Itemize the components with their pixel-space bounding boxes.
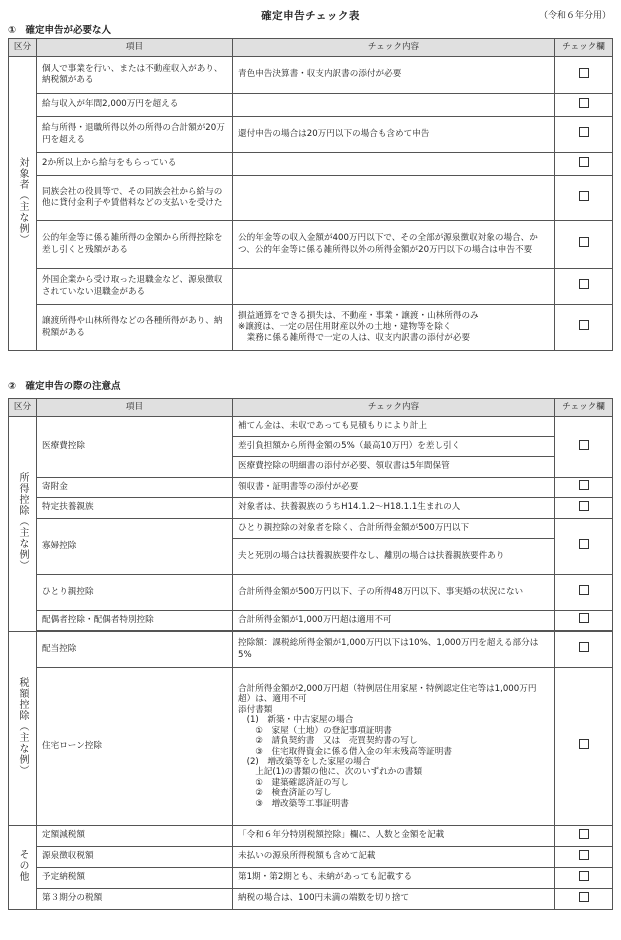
content-cell: 医療費控除の明細書の添付が必要、領収書は5年間保管 [233, 457, 555, 478]
check-cell[interactable] [555, 176, 613, 221]
item-cell: 個人で事業を行い、または不動産収入があり、納税額がある [37, 57, 233, 94]
checkbox[interactable] [579, 871, 589, 881]
checkbox[interactable] [579, 68, 589, 78]
check-cell[interactable] [555, 519, 613, 575]
content-cell: 合計所得金額が1,000万円超は適用不可 [233, 611, 555, 631]
col-content: チェック内容 [233, 39, 555, 57]
item-cell: 譲渡所得や山林所得などの各種所得があり、納税額がある [37, 305, 233, 351]
checkbox[interactable] [579, 501, 589, 511]
table-row [9, 57, 613, 94]
check-cell[interactable] [555, 305, 613, 351]
item-cell: 外国企業から受け取った退職金など、源泉徴収されていない退職金がある [37, 269, 233, 305]
section2-heading: ② 確定申告の際の注意点 [8, 381, 121, 392]
content-cell: 「令和６年分特別税額控除」欄に、人数と金額を記載 [233, 826, 555, 847]
col-check: チェック欄 [555, 39, 613, 57]
table-row [9, 478, 613, 498]
check-cell[interactable] [555, 221, 613, 269]
item-cell: 源泉徴収税額 [37, 847, 233, 868]
content-cell: 合計所得金額が500万円以下、子の所得48万円以下、事実婚の状況にない [233, 575, 555, 611]
table-row [9, 575, 613, 611]
check-cell[interactable] [555, 611, 613, 631]
deduction-category-label: 所得控除（主な例） [17, 472, 28, 572]
section1-heading: ① 確定申告が必要な人 [8, 25, 112, 36]
item-cell: 寡婦控除 [37, 519, 233, 575]
content-cell: 未払いの源泉所得税額も含めて記載 [233, 847, 555, 868]
category-cell [9, 632, 37, 826]
content-cell [233, 94, 555, 117]
page-title: 確定申告チェック表 [261, 10, 360, 22]
item-cell: 寄附金 [37, 478, 233, 498]
content-cell: 補てん金は、未収であっても見積もりにより計上 [233, 417, 555, 437]
checkbox[interactable] [579, 98, 589, 108]
checkbox[interactable] [579, 480, 589, 490]
content-cell: 合計所得金額が2,000万円超（特例居住用家屋・特例認定住宅等は1,000万円超）は、適用不可 添付書類 (1) 新築・中古家屋の場合 ① 家屋（土地）の登記事項証明書 ② 請負契約書 又は 売買契約書の写し ③ 住宅取得資金に係る借入金の年末残高等証明書 (2) 増改築等をした家屋の場合 上記(1)の書類の他に、次のいずれかの書類 ① 建築確認済証の写し ② 検査済証の写し ③ 増改築等工事証明書 [233, 668, 555, 826]
content-cell: 領収書・証明書等の添付が必要 [233, 478, 555, 498]
check-cell[interactable] [555, 117, 613, 153]
checkbox[interactable] [579, 892, 589, 902]
section1-table [8, 38, 613, 351]
item-cell: 給与所得・退職所得以外の所得の合計額が20万円を超える [37, 117, 233, 153]
category-cell [9, 57, 37, 351]
table-row [9, 611, 613, 631]
content-cell: 控除額：課税総所得金額が1,000万円以下は10%、1,000万円を超える部分は5% [233, 632, 555, 668]
table-row [9, 847, 613, 868]
check-cell[interactable] [555, 868, 613, 889]
check-cell[interactable] [555, 478, 613, 498]
item-cell: 同族会社の役員等で、その同族会社から給与の他に貸付金利子や賃借料などの支払いを受けた [37, 176, 233, 221]
content-cell: 公的年金等の収入金額が400万円以下で、その全部が源泉徴収対象の場合、かつ、公的年金等に係る雑所得以外の所得金額が20万円以下の場合は申告不要 [233, 221, 555, 269]
section1-header-row [9, 39, 613, 57]
content-cell: 青色申告決算書・収支内訳書の添付が必要 [233, 57, 555, 94]
section2-table [8, 398, 613, 910]
item-cell: 住宅ローン控除 [37, 668, 233, 826]
col-category: 区分 [9, 399, 37, 417]
item-cell: 2か所以上から給与をもらっている [37, 153, 233, 176]
year-label: （令和６年分用） [538, 11, 611, 21]
checkbox[interactable] [579, 539, 589, 549]
table-row [9, 305, 613, 351]
col-item: 項目 [37, 399, 233, 417]
content-cell: ひとり親控除の対象者を除く、合計所得金額が500万円以下 [233, 519, 555, 539]
col-item: 項目 [37, 39, 233, 57]
checkbox[interactable] [579, 585, 589, 595]
table-row [9, 417, 613, 437]
item-cell: 公的年金等に係る雑所得の金額から所得控除を差し引くと残額がある [37, 221, 233, 269]
category-cell [9, 417, 37, 632]
col-check: チェック欄 [555, 399, 613, 417]
table-row [9, 176, 613, 221]
item-cell: 第３期分の税額 [37, 889, 233, 910]
item-cell: 特定扶養親族 [37, 498, 233, 519]
table-row [9, 498, 613, 519]
section2-header-row [9, 399, 613, 417]
table-row [9, 94, 613, 117]
checkbox[interactable] [579, 320, 589, 330]
table-row [9, 826, 613, 847]
content-cell: 納税の場合は、100円未満の端数を切り捨て [233, 889, 555, 910]
checkbox[interactable] [579, 157, 589, 167]
checkbox[interactable] [579, 191, 589, 201]
checkbox[interactable] [579, 440, 589, 450]
table-row [9, 889, 613, 910]
item-cell: 配偶者控除・配偶者特別控除 [37, 611, 233, 631]
table-row [9, 153, 613, 176]
category-cell [9, 826, 37, 910]
checkbox[interactable] [579, 279, 589, 289]
item-cell: 医療費控除 [37, 417, 233, 478]
check-cell[interactable] [555, 269, 613, 305]
content-cell: 第1期・第2期とも、未納があっても記載する [233, 868, 555, 889]
check-cell[interactable] [555, 632, 613, 668]
content-cell [233, 153, 555, 176]
checkbox[interactable] [579, 642, 589, 652]
check-cell[interactable] [555, 498, 613, 519]
content-cell [233, 176, 555, 221]
col-category: 区分 [9, 39, 37, 57]
checkbox[interactable] [579, 127, 589, 137]
table-row [9, 269, 613, 305]
table-row [9, 668, 613, 826]
check-cell[interactable] [555, 57, 613, 94]
table-row [9, 519, 613, 539]
check-cell[interactable] [555, 826, 613, 847]
checkbox[interactable] [579, 829, 589, 839]
other-category-label: その他 [17, 848, 28, 882]
content-cell: 夫と死別の場合は扶養親族要件なし、離別の場合は扶養親族要件あり [233, 539, 555, 575]
category-label: 対象者（主な例） [17, 157, 28, 246]
item-cell: 配当控除 [37, 632, 233, 668]
item-cell: 給与収入が年間2,000万円を超える [37, 94, 233, 117]
table-row [9, 868, 613, 889]
check-cell[interactable] [555, 153, 613, 176]
table-row [9, 632, 613, 668]
checkbox[interactable] [579, 739, 589, 749]
check-cell[interactable] [555, 575, 613, 611]
table-row [9, 221, 613, 269]
checkbox[interactable] [579, 237, 589, 247]
content-cell [233, 269, 555, 305]
content-cell: 損益通算をできる損失は、不動産・事業・譲渡・山林所得のみ ※譲渡は、一定の居住用財産以外の土地・建物等を除く 業務に係る雑所得で一定の人は、収支内訳書の添付が必要 [233, 305, 555, 351]
checkbox[interactable] [579, 850, 589, 860]
check-cell[interactable] [555, 847, 613, 868]
col-content: チェック内容 [233, 399, 555, 417]
check-cell[interactable] [555, 668, 613, 826]
table-row [9, 117, 613, 153]
check-cell[interactable] [555, 94, 613, 117]
content-cell: 還付申告の場合は20万円以下の場合も含めて申告 [233, 117, 555, 153]
item-cell: ひとり親控除 [37, 575, 233, 611]
content-cell: 差引負担額から所得金額の5%（最高10万円）を差し引く [233, 437, 555, 457]
content-cell: 対象者は、扶養親族のうちH14.1.2〜H18.1.1生まれの人 [233, 498, 555, 519]
check-cell[interactable] [555, 417, 613, 478]
checkbox[interactable] [579, 613, 589, 623]
item-cell: 予定納税額 [37, 868, 233, 889]
check-cell[interactable] [555, 889, 613, 910]
item-cell: 定額減税額 [37, 826, 233, 847]
tax-credit-category-label: 税額控除（主な例） [17, 676, 28, 776]
